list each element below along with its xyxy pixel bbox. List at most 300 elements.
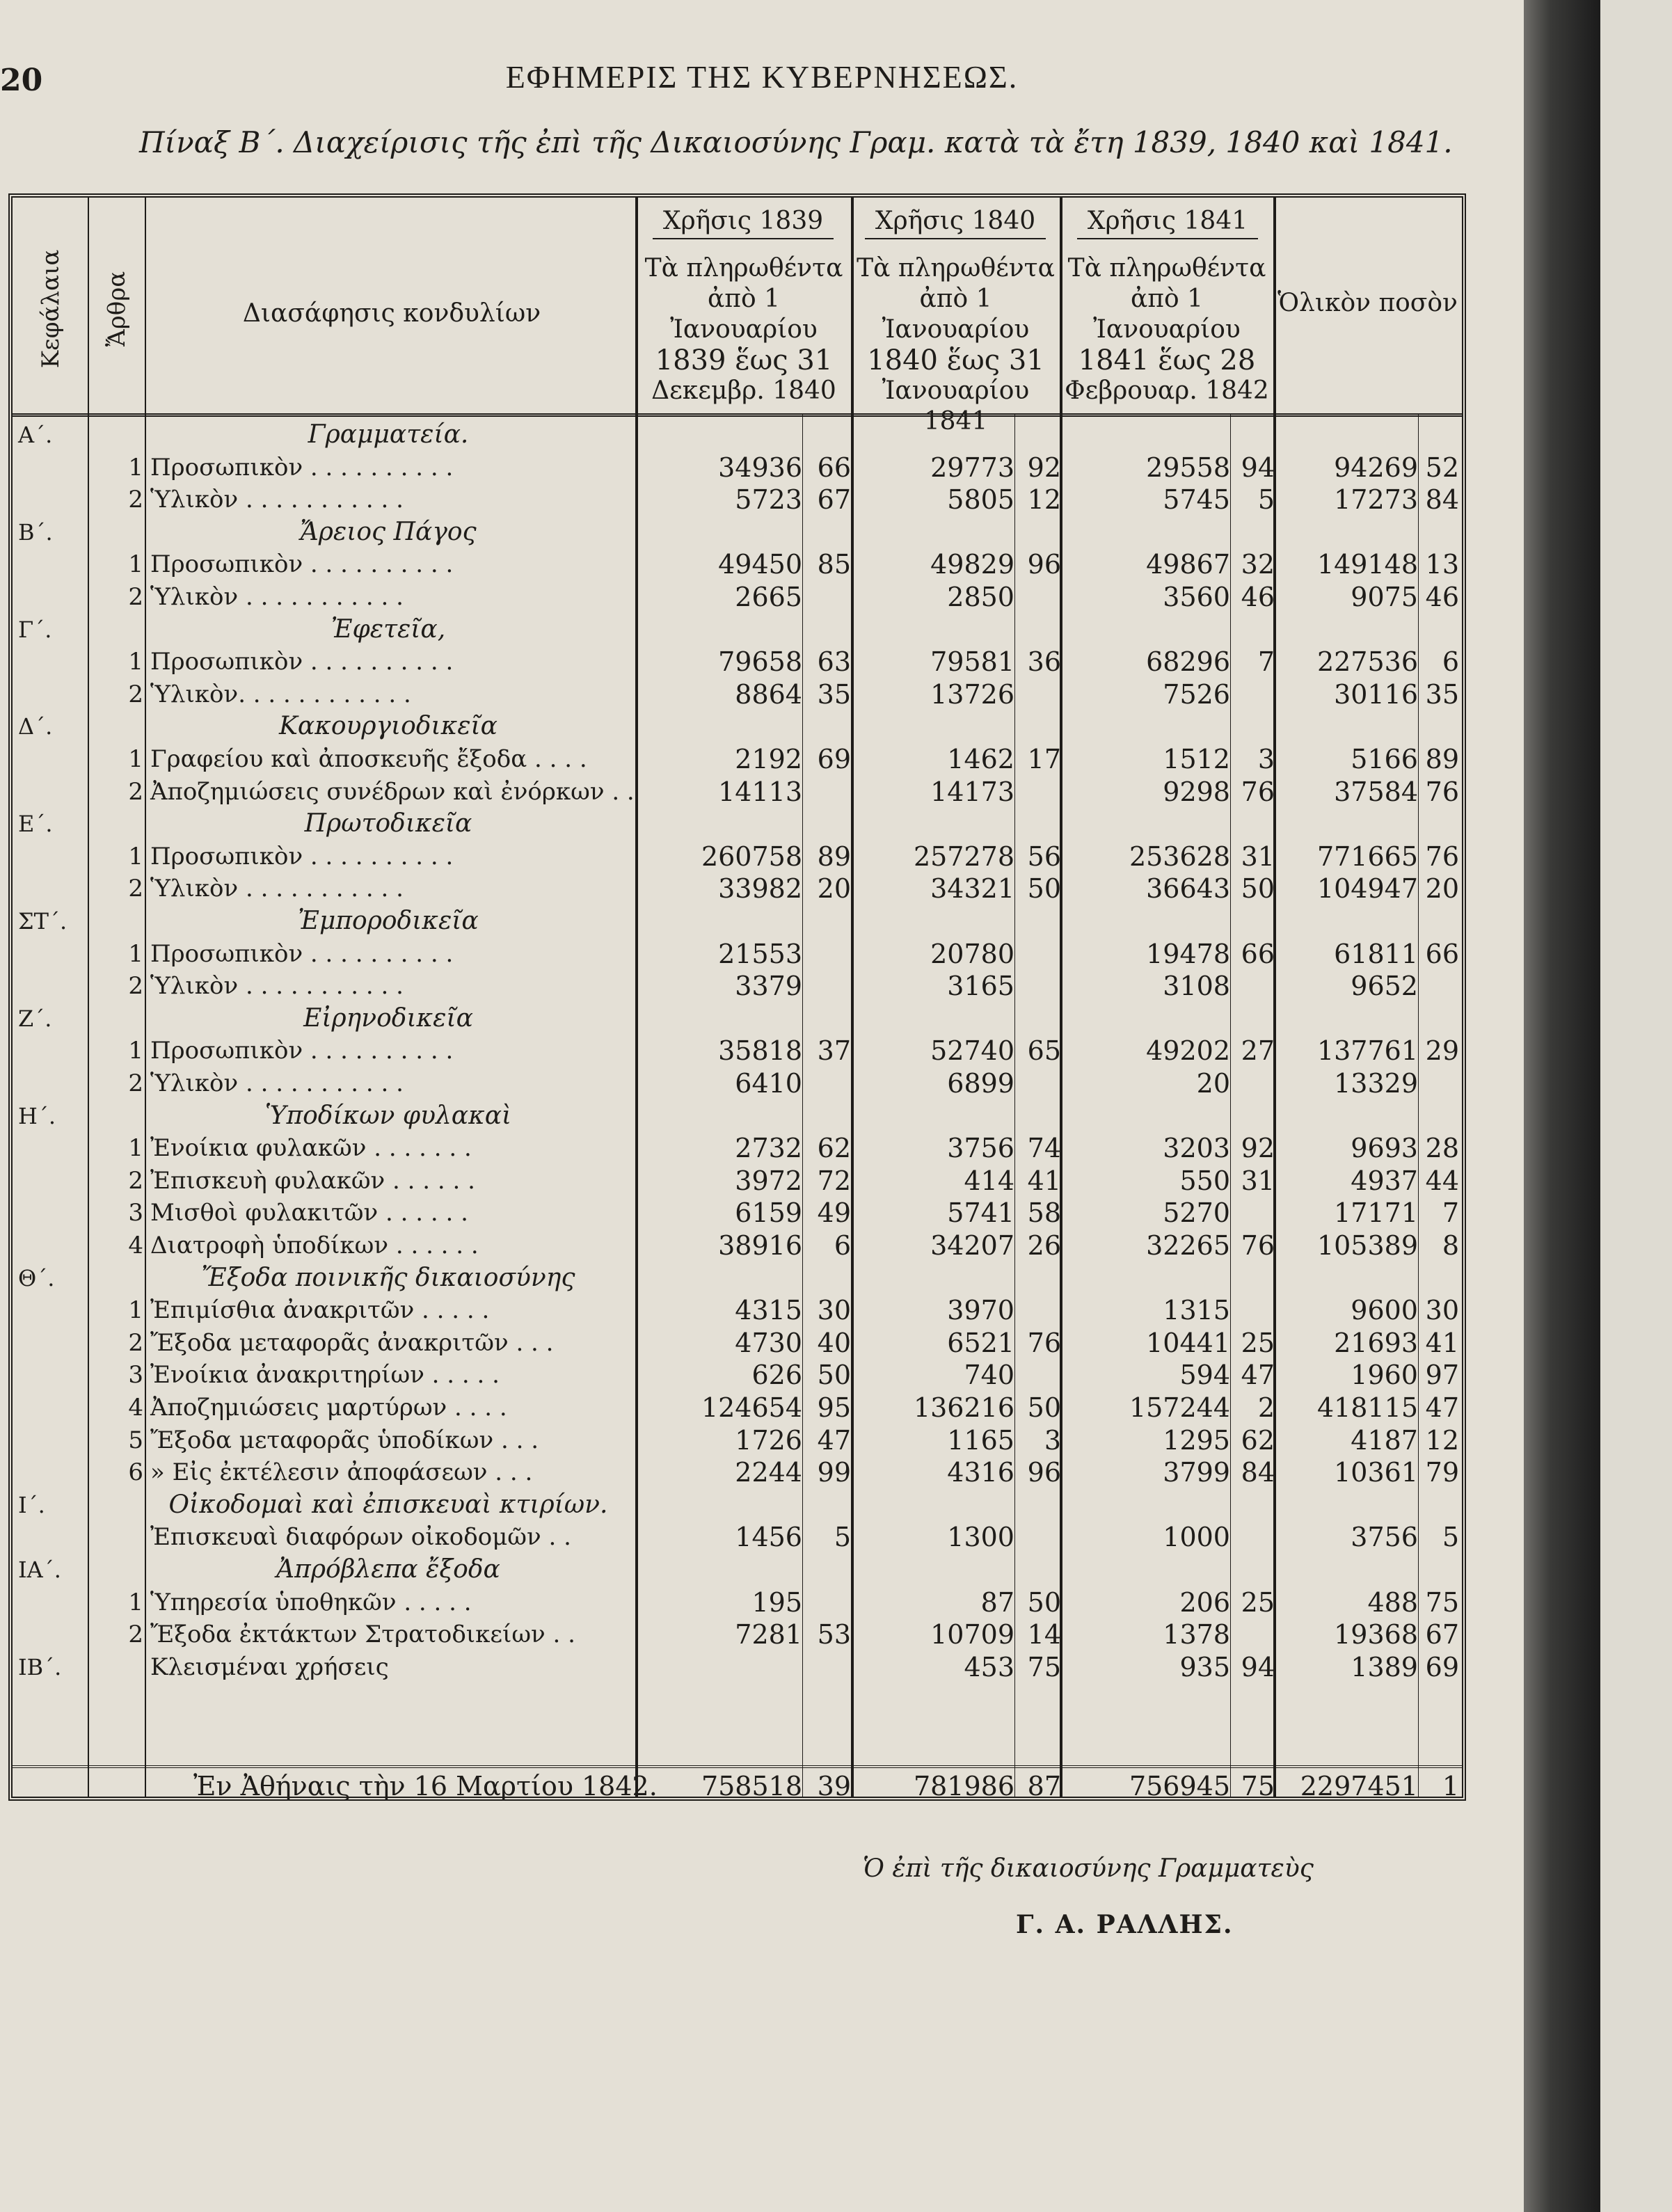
- cents-1839: 72: [817, 1165, 851, 1196]
- amount-1840: 34321: [930, 873, 1014, 905]
- header-col2-line1: Τὰ πληρωθέντα: [857, 254, 1055, 283]
- cents-total: 35: [1425, 678, 1459, 710]
- header-separator: [13, 413, 1462, 417]
- cents-1839: 6: [834, 1230, 851, 1261]
- total-1841: 756945: [1129, 1771, 1230, 1801]
- cents-1841: 7: [1257, 646, 1275, 678]
- item-description: Κλεισμέναι χρήσεις: [150, 1653, 389, 1681]
- amount-1839: 1456: [735, 1522, 802, 1553]
- cents-1840: 96: [1027, 549, 1061, 580]
- amount-1839: 626: [751, 1360, 802, 1391]
- place-date: Ἐν Ἀθήναις τὴν 16 Μαρτίου 1842.: [193, 1771, 658, 1801]
- grand-total: 2297451: [1300, 1771, 1418, 1801]
- section-title: Ἐφετεῖα,: [331, 614, 446, 644]
- item-description: Ὑπηρεσία ὑποθηκῶν . . . . .: [150, 1588, 472, 1616]
- article-number: 2: [128, 1621, 143, 1649]
- amount-1840: 10709: [930, 1619, 1014, 1650]
- header-col1-line4: Δεκεμβρ. 1840: [651, 376, 836, 405]
- section-row: [13, 1489, 1462, 1521]
- header-col3: [1061, 253, 1273, 406]
- amount-1840: 136216: [913, 1392, 1014, 1423]
- amount-1840: 5805: [947, 484, 1014, 516]
- cents-1840: 3: [1044, 1424, 1061, 1456]
- amount-1840: 20780: [930, 938, 1014, 969]
- header-col1-line2: ἀπὸ 1 Ἰανουαρίου: [670, 285, 818, 344]
- cents-1840: 50: [1027, 873, 1061, 905]
- amount-total: 9075: [1351, 582, 1418, 612]
- header-col3-line4: Φεβρουαρ. 1842: [1065, 376, 1269, 405]
- amount-1840: 414: [964, 1165, 1014, 1196]
- item-description: Ὑλικὸν . . . . . . . . . . .: [150, 972, 404, 1001]
- cents-total: 75: [1425, 1586, 1459, 1618]
- chapter-label: Θ΄.: [18, 1264, 55, 1291]
- amount-1839: 38916: [718, 1230, 802, 1261]
- header-col2-line3: 1840 ἕως 31: [867, 344, 1044, 376]
- cents-1840: 14: [1027, 1619, 1061, 1650]
- header-col1: [637, 253, 850, 406]
- cents-1841: 94: [1241, 452, 1275, 483]
- section-row: [13, 1554, 1462, 1586]
- section-title: Ἐμποροδικεῖα: [298, 907, 479, 935]
- section-row: [13, 710, 1462, 742]
- table-row: [13, 970, 1462, 1002]
- amount-1841: 206: [1179, 1586, 1230, 1618]
- table-row: [13, 841, 1462, 873]
- amount-1841: 253628: [1129, 841, 1230, 872]
- header-chapters: Κεφάλαια: [37, 249, 65, 369]
- cents-total: 29: [1425, 1035, 1459, 1067]
- table-row: [13, 581, 1462, 613]
- article-number: 1: [128, 1296, 143, 1325]
- item-description: Προσωπικὸν . . . . . . . . . .: [150, 939, 454, 968]
- section-title: Ὑποδίκων φυλακαὶ: [264, 1101, 512, 1130]
- header-col2-line4: Ἰανουαρίου 1841: [882, 376, 1030, 436]
- amount-total: 19368: [1334, 1619, 1418, 1650]
- cents-1839: 37: [817, 1035, 851, 1067]
- amount-1839: 3972: [735, 1165, 802, 1196]
- amount-total: 30116: [1334, 678, 1418, 710]
- adjacent-page-edge: [1600, 0, 1672, 2212]
- cents-total: 79: [1425, 1457, 1459, 1488]
- amount-1841: 550: [1179, 1165, 1230, 1196]
- article-number: 2: [128, 972, 143, 1001]
- cents-total: 20: [1425, 873, 1459, 905]
- item-description: Ἔξοδα μεταφορᾶς ὑποδίκων . . .: [150, 1426, 539, 1454]
- amount-1840: 4316: [947, 1457, 1014, 1488]
- expenditure-table: [8, 193, 1466, 1801]
- page-number: 20: [0, 63, 43, 98]
- item-description: Προσωπικὸν . . . . . . . . . .: [150, 842, 454, 870]
- cents-1839: 62: [817, 1133, 851, 1164]
- chapter-label: Α΄.: [18, 422, 53, 448]
- item-description: Ὑλικὸν . . . . . . . . . . .: [150, 583, 404, 611]
- running-head: ΕΦΗΜΕΡΙΣ ΤΗΣ ΚΥΒΕΡΝΗΣΕΩΣ.: [505, 59, 1019, 95]
- amount-1841: 9298: [1163, 776, 1230, 807]
- amount-1840: 257278: [913, 841, 1014, 872]
- cents-1841: 66: [1241, 938, 1275, 969]
- header-col1-line1: Τὰ πληρωθέντα: [644, 254, 843, 283]
- chapter-label: Ι΄.: [18, 1491, 45, 1518]
- cents-total: 7: [1442, 1197, 1459, 1229]
- item-description: Ἔξοδα μεταφορᾶς ἀνακριτῶν . . .: [150, 1328, 554, 1357]
- amount-1841: 3799: [1163, 1457, 1230, 1488]
- cents-1840: 12: [1027, 484, 1061, 516]
- signature-title: Ὁ ἐπὶ τῆς δικαιοσύνης Γραμματεὺς: [863, 1854, 1314, 1883]
- table-row: [13, 1132, 1462, 1164]
- section-title: Εἰρηνοδικεῖα: [303, 1003, 473, 1033]
- item-description: Ἐνοίκια φυλακῶν . . . . . . .: [150, 1134, 472, 1163]
- cents-1841: 31: [1241, 841, 1275, 872]
- amount-total: 149148: [1316, 549, 1418, 580]
- table-row: [13, 1424, 1462, 1456]
- item-description: Προσωπικὸν . . . . . . . . . .: [150, 648, 454, 676]
- cents-1839: 40: [817, 1327, 851, 1358]
- cents-1841: 5: [1257, 484, 1275, 516]
- cents-total: 76: [1425, 841, 1459, 872]
- amount-1839: 79658: [718, 646, 802, 678]
- amount-1840: 3970: [947, 1295, 1014, 1326]
- amount-1841: 7526: [1163, 678, 1230, 710]
- table-row: [13, 1230, 1462, 1262]
- item-description: Προσωπικὸν . . . . . . . . . .: [150, 453, 454, 482]
- article-number: 4: [128, 1394, 143, 1422]
- table-row: [13, 1392, 1462, 1424]
- item-description: Ὑλικὸν . . . . . . . . . . .: [150, 1069, 404, 1097]
- amount-1840: 453: [964, 1651, 1014, 1682]
- amount-1839: 7281: [735, 1619, 802, 1650]
- header-col3-line2: ἀπὸ 1 Ἰανουαρίου: [1093, 285, 1241, 344]
- item-description: Ὑλικὸν. . . . . . . . . . . .: [150, 680, 411, 708]
- amount-1841: 3108: [1163, 971, 1230, 1002]
- cents-1840: 56: [1027, 841, 1061, 872]
- amount-1839: 195: [751, 1586, 802, 1618]
- cents-total: 46: [1425, 582, 1459, 612]
- amount-total: 21693: [1334, 1327, 1418, 1358]
- amount-1840: 3165: [947, 971, 1014, 1002]
- total-1840-cents: 87: [1027, 1771, 1061, 1801]
- amount-1839: 14113: [718, 776, 802, 807]
- cents-1840: 75: [1027, 1651, 1061, 1682]
- chapter-label: ΣΤ΄.: [18, 908, 67, 934]
- amount-total: 37584: [1334, 776, 1418, 807]
- cents-total: 44: [1425, 1165, 1459, 1196]
- amount-1840: 87: [980, 1586, 1014, 1618]
- cents-1839: 30: [817, 1295, 851, 1326]
- cents-1841: 2: [1257, 1392, 1275, 1423]
- cents-1841: 50: [1241, 873, 1275, 905]
- table-row: [13, 1586, 1462, 1618]
- grand-total-cents: 1: [1442, 1771, 1459, 1801]
- chapter-label: Δ΄.: [18, 713, 53, 740]
- section-row: [13, 1262, 1462, 1294]
- item-description: Ἐπισκευαὶ διαφόρων οἰκοδομῶν . .: [150, 1523, 571, 1552]
- cents-1840: 26: [1027, 1230, 1061, 1261]
- amount-1840: 13726: [930, 678, 1014, 710]
- amount-total: 227536: [1316, 646, 1418, 678]
- amount-total: 488: [1367, 1586, 1418, 1618]
- amount-1841: 1000: [1163, 1522, 1230, 1553]
- header-year-1839: Χρῆσις 1839: [653, 205, 834, 239]
- cents-1840: 50: [1027, 1586, 1061, 1618]
- table-row: [13, 678, 1462, 710]
- article-number: 2: [128, 583, 143, 611]
- amount-1841: 20: [1196, 1068, 1230, 1099]
- section-row: [13, 614, 1462, 646]
- cents-1839: 20: [817, 873, 851, 905]
- table-row: [13, 452, 1462, 484]
- article-number: 4: [128, 1232, 143, 1259]
- table-row: [13, 1067, 1462, 1099]
- amount-1840: 1462: [947, 744, 1014, 774]
- article-number: 5: [128, 1426, 143, 1454]
- amount-total: 1960: [1351, 1360, 1418, 1391]
- header-col2-line2: ἀπὸ 1 Ἰανουαρίου: [882, 285, 1030, 344]
- section-title: Πρωτοδικεῖα: [304, 809, 472, 838]
- table-row: [13, 1618, 1462, 1650]
- signature-name: Γ. Α. ΡΑΛΛΗΣ.: [1016, 1910, 1234, 1939]
- amount-1841: 1295: [1163, 1424, 1230, 1456]
- amount-1841: 10441: [1146, 1327, 1230, 1358]
- amount-1841: 594: [1179, 1360, 1230, 1391]
- section-row: [13, 516, 1462, 548]
- amount-1839: 6159: [735, 1197, 802, 1229]
- table-row: [13, 873, 1462, 905]
- table-row: [13, 1359, 1462, 1391]
- amount-1841: 49202: [1146, 1035, 1230, 1067]
- total-row: [13, 1765, 1462, 1804]
- cents-1841: 25: [1241, 1586, 1275, 1618]
- amount-1841: 3560: [1163, 582, 1230, 612]
- cents-1840: 41: [1027, 1165, 1061, 1196]
- amount-1840: 6899: [947, 1068, 1014, 1099]
- amount-total: 9693: [1351, 1133, 1418, 1164]
- cents-total: 66: [1425, 938, 1459, 969]
- article-number: 2: [128, 875, 143, 903]
- cents-1839: 66: [817, 452, 851, 483]
- item-description: Ὑλικὸν . . . . . . . . . . .: [150, 486, 404, 514]
- cents-total: 97: [1425, 1360, 1459, 1391]
- amount-1840: 740: [964, 1360, 1014, 1391]
- amount-1841: 157244: [1129, 1392, 1230, 1423]
- amount-1841: 29558: [1146, 452, 1230, 483]
- item-description: Ὑλικὸν . . . . . . . . . . .: [150, 875, 404, 903]
- amount-1839: 2192: [735, 744, 802, 774]
- amount-1840: 3756: [947, 1133, 1014, 1164]
- amount-1840: 1300: [947, 1522, 1014, 1553]
- cents-total: 84: [1425, 484, 1459, 516]
- amount-1839: 4730: [735, 1327, 802, 1358]
- amount-1841: 32265: [1146, 1230, 1230, 1261]
- item-description: Ἔξοδα ἐκτάκτων Στρατοδικείων . .: [150, 1621, 575, 1649]
- item-description: Προσωπικὸν . . . . . . . . . .: [150, 550, 454, 579]
- item-description: Προσωπικὸν . . . . . . . . . .: [150, 1037, 454, 1065]
- cents-1841: 46: [1241, 582, 1275, 612]
- section-row: [13, 419, 1462, 451]
- amount-1841: 5270: [1163, 1197, 1230, 1229]
- article-number: 2: [128, 777, 143, 806]
- cents-1841: 25: [1241, 1327, 1275, 1358]
- article-number: 2: [128, 1166, 143, 1195]
- amount-1839: 5723: [735, 484, 802, 516]
- table-row: [13, 484, 1462, 516]
- amount-1841: 1315: [1163, 1295, 1230, 1326]
- amount-total: 771665: [1316, 841, 1418, 872]
- item-description: Διατροφὴ ὑποδίκων . . . . . .: [150, 1232, 479, 1259]
- chapter-label: Ζ΄.: [18, 1005, 52, 1032]
- amount-1841: 3203: [1163, 1133, 1230, 1164]
- amount-1841: 935: [1179, 1651, 1230, 1682]
- cents-1839: 35: [817, 678, 851, 710]
- article-number: 1: [128, 648, 143, 676]
- cents-1839: 89: [817, 841, 851, 872]
- amount-1839: 49450: [718, 549, 802, 580]
- total-1840: 781986: [913, 1771, 1014, 1801]
- amount-1839: 34936: [718, 452, 802, 483]
- article-number: 3: [128, 1199, 143, 1227]
- amount-1839: 6410: [735, 1068, 802, 1099]
- table-row: [13, 646, 1462, 678]
- amount-1839: 2665: [735, 582, 802, 612]
- table-row: [13, 1197, 1462, 1229]
- chapter-label: ΙΒ΄.: [18, 1653, 62, 1680]
- amount-1839: 260758: [701, 841, 802, 872]
- amount-total: 4937: [1351, 1165, 1418, 1196]
- cents-1841: 62: [1241, 1424, 1275, 1456]
- cents-1841: 27: [1241, 1035, 1275, 1067]
- amount-total: 9652: [1351, 971, 1418, 1002]
- cents-total: 76: [1425, 776, 1459, 807]
- cents-1840: 36: [1027, 646, 1061, 678]
- cents-1839: 50: [817, 1360, 851, 1391]
- total-1839: 758518: [701, 1771, 802, 1801]
- cents-1840: 17: [1027, 744, 1061, 774]
- amount-1839: 3379: [735, 971, 802, 1002]
- item-description: Γραφείου καὶ ἀποσκευῆς ἔξοδα . . . .: [150, 745, 587, 773]
- amount-total: 61811: [1334, 938, 1418, 969]
- cents-1839: 67: [817, 484, 851, 516]
- amount-1840: 52740: [930, 1035, 1014, 1067]
- cents-1839: 69: [817, 744, 851, 774]
- cents-total: 28: [1425, 1133, 1459, 1164]
- amount-1839: 8864: [735, 678, 802, 710]
- section-title: Ἔξοδα ποινικῆς δικαιοσύνης: [201, 1263, 575, 1292]
- item-description: » Εἰς ἐκτέλεσιν ἀποφάσεων . . .: [150, 1458, 533, 1487]
- table-row: [13, 1165, 1462, 1197]
- cents-1841: 84: [1241, 1457, 1275, 1488]
- table-row: [13, 1035, 1462, 1067]
- cents-1841: 94: [1241, 1651, 1275, 1682]
- amount-total: 418115: [1316, 1392, 1418, 1423]
- amount-total: 104947: [1316, 873, 1418, 905]
- article-number: 1: [128, 1037, 143, 1065]
- section-title: Κακουργιοδικεῖα: [279, 712, 497, 741]
- amount-total: 105389: [1316, 1230, 1418, 1261]
- header-year-1840: Χρῆσις 1840: [865, 205, 1046, 239]
- cents-1840: 50: [1027, 1392, 1061, 1423]
- amount-1841: 1512: [1163, 744, 1230, 774]
- article-number: 3: [128, 1361, 143, 1390]
- cents-total: 5: [1442, 1522, 1459, 1553]
- amount-1839: 2732: [735, 1133, 802, 1164]
- header-total: Ὁλικὸν ποσὸν: [1277, 289, 1458, 317]
- cents-1841: 47: [1241, 1360, 1275, 1391]
- cents-total: 67: [1425, 1619, 1459, 1650]
- amount-1841: 49867: [1146, 549, 1230, 580]
- item-description: Ἀποζημιώσεις συνέδρων καὶ ἐνόρκων . .: [150, 777, 635, 806]
- item-description: Ἀποζημιώσεις μαρτύρων . . . .: [150, 1394, 507, 1422]
- amount-1841: 68296: [1146, 646, 1230, 678]
- amount-1841: 36643: [1146, 873, 1230, 905]
- cents-1840: 76: [1027, 1327, 1061, 1358]
- article-number: 1: [128, 1134, 143, 1163]
- article-number: 1: [128, 453, 143, 482]
- cents-total: 52: [1425, 452, 1459, 483]
- header-col3-line3: 1841 ἕως 28: [1078, 344, 1256, 376]
- chapter-label: Β΄.: [18, 518, 53, 546]
- cents-total: 8: [1442, 1230, 1459, 1261]
- amount-1840: 6521: [947, 1327, 1014, 1358]
- chapter-label: ΙΑ΄.: [18, 1557, 61, 1583]
- table-row: [13, 776, 1462, 808]
- header-articles: Ἄρθρα: [103, 271, 131, 347]
- section-title: Ἄρειος Πάγος: [300, 517, 477, 546]
- section-row: [13, 1003, 1462, 1035]
- amount-1840: 29773: [930, 452, 1014, 483]
- amount-total: 17273: [1334, 484, 1418, 516]
- cents-1839: 99: [817, 1457, 851, 1488]
- article-number: 2: [128, 486, 143, 514]
- cents-1839: 85: [817, 549, 851, 580]
- section-title: Οἰκοδομαὶ καὶ ἐπισκευαὶ κτιρίων.: [168, 1490, 608, 1519]
- total-1841-cents: 75: [1241, 1771, 1275, 1801]
- cents-1841: 32: [1241, 549, 1275, 580]
- table-row: [13, 1327, 1462, 1359]
- amount-1840: 79581: [930, 646, 1014, 678]
- amount-total: 13329: [1334, 1068, 1418, 1099]
- header-col2: [852, 253, 1059, 437]
- amount-total: 5166: [1351, 744, 1418, 774]
- article-number: 2: [128, 680, 143, 708]
- amount-1839: 33982: [718, 873, 802, 905]
- item-description: Μισθοὶ φυλακιτῶν . . . . . .: [150, 1199, 468, 1227]
- book-spine-shadow: [1524, 0, 1600, 2212]
- cents-1839: 95: [817, 1392, 851, 1423]
- article-number: 2: [128, 1069, 143, 1097]
- cents-1839: 47: [817, 1424, 851, 1456]
- section-title: Ἀπρόβλεπα ἔξοδα: [276, 1555, 500, 1584]
- amount-total: 4187: [1351, 1424, 1418, 1456]
- table-row: [13, 1294, 1462, 1326]
- chapter-label: Η΄.: [18, 1102, 56, 1129]
- header-description: Διασάφησις κονδυλίων: [242, 299, 541, 328]
- article-number: 1: [128, 550, 143, 579]
- cents-1839: 49: [817, 1197, 851, 1229]
- article-number: 1: [128, 939, 143, 968]
- cents-1840: 96: [1027, 1457, 1061, 1488]
- cents-1840: 74: [1027, 1133, 1061, 1164]
- table-row: [13, 938, 1462, 970]
- cents-1840: 65: [1027, 1035, 1061, 1067]
- amount-1839: 35818: [718, 1035, 802, 1067]
- cents-1841: 76: [1241, 776, 1275, 807]
- amount-total: 1389: [1351, 1651, 1418, 1682]
- cents-1841: 3: [1257, 744, 1275, 774]
- amount-total: 17171: [1334, 1197, 1418, 1229]
- article-number: 2: [128, 1328, 143, 1357]
- cents-total: 89: [1425, 744, 1459, 774]
- amount-total: 94269: [1334, 452, 1418, 483]
- header-col1-line3: 1839 ἕως 31: [655, 344, 833, 376]
